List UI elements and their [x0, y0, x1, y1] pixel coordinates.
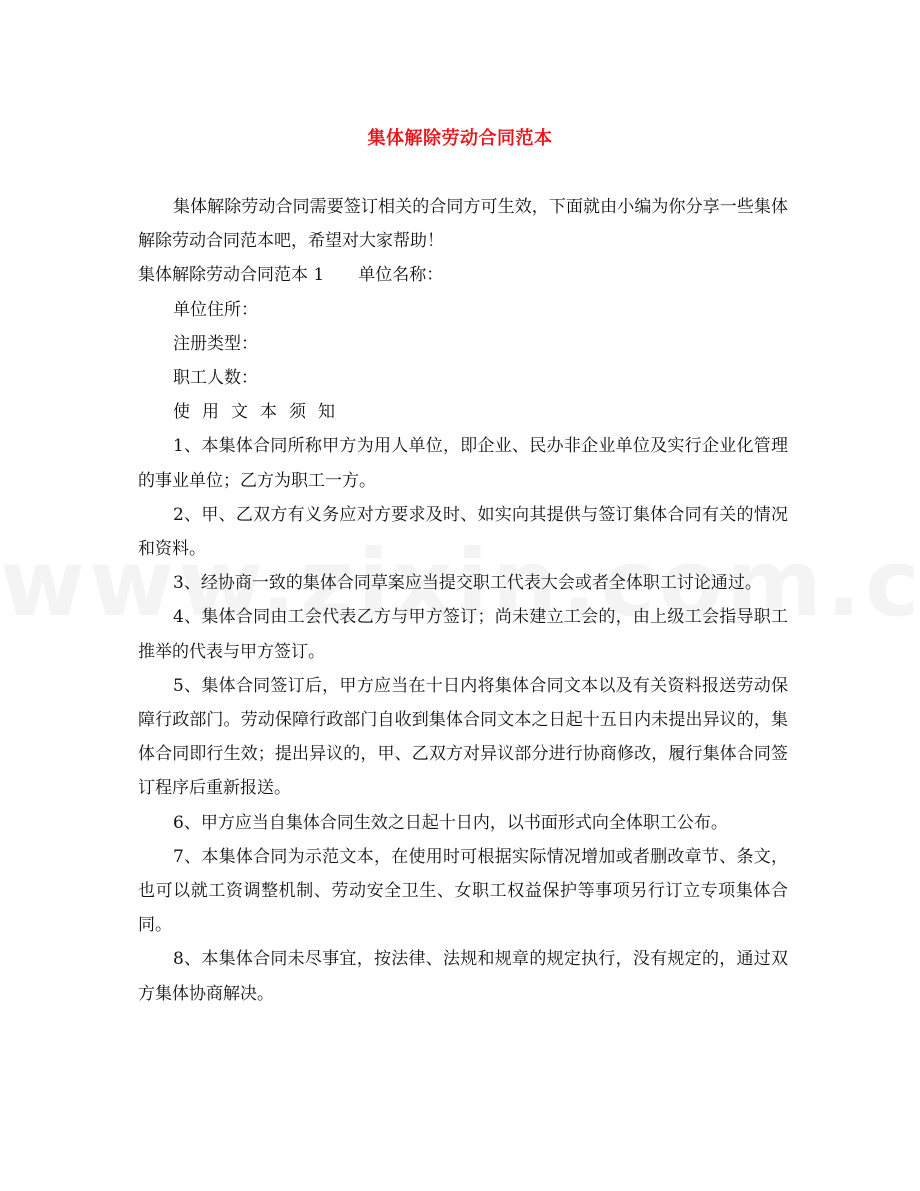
- field-employee-count: 职工人数：: [173, 368, 258, 389]
- intro-paragraph: 集体解除劳动合同需要签订相关的合同方可生效，下面就由小编为你分享一些集体解除劳动合同范本吧，希望对大家帮助！: [138, 197, 788, 252]
- notice-item-2: 2、甲、乙双方有义务应对方要求及时、如实向其提供与签订集体合同有关的情况和资料。: [138, 504, 788, 560]
- notice-item-3: 3、经协商一致的集体合同草案应当提交职工代表大会或者全体职工讨论通过。: [173, 573, 762, 594]
- section-heading: 集体解除劳动合同范本 1 单位名称：: [138, 265, 444, 286]
- document-title: 集体解除劳动合同范本: [367, 128, 553, 149]
- notice-item-6: 6、甲方应当自集体合同生效之日起十日内，以书面形式向全体职工公布。: [173, 812, 728, 833]
- field-registration-type: 注册类型：: [173, 333, 258, 354]
- notice-item-5: 5、集体合同签订后，甲方应当在十日内将集体合同文本以及有关资料报送劳动保障行政部门。劳动保障行政部门自收到集体合同文本之日起十五日内未提出异议的，集体合同即行生效；提出异议的，甲、乙双方对异议部分进行协商修改，履行集体合同签订程序后重新报送。: [138, 675, 788, 799]
- notice-item-1: 1、本集体合同所称甲方为用人单位，即企业、民办非企业单位及实行企业化管理的事业单位；乙方为职工一方。: [138, 436, 788, 491]
- notice-item-8: 8、本集体合同未尽事宜，按法律、法规和规章的规定执行，没有规定的，通过双方集体协商解决。: [138, 949, 788, 1004]
- notice-item-7: 7、本集体合同为示范文本，在使用时可根据实际情况增加或者删改章节、条文，也可以就工资调整机制、劳动安全卫生、女职工权益保护等事项另行订立专项集体合同。: [138, 846, 788, 936]
- notice-title: 使用文本须知: [173, 402, 347, 423]
- field-address: 单位住所：: [173, 299, 258, 320]
- document-body: [138, 190, 788, 1011]
- notice-item-4: 4、集体合同由工会代表乙方与甲方签订；尚未建立工会的，由上级工会指导职工推举的代表与甲方签订。: [138, 607, 788, 662]
